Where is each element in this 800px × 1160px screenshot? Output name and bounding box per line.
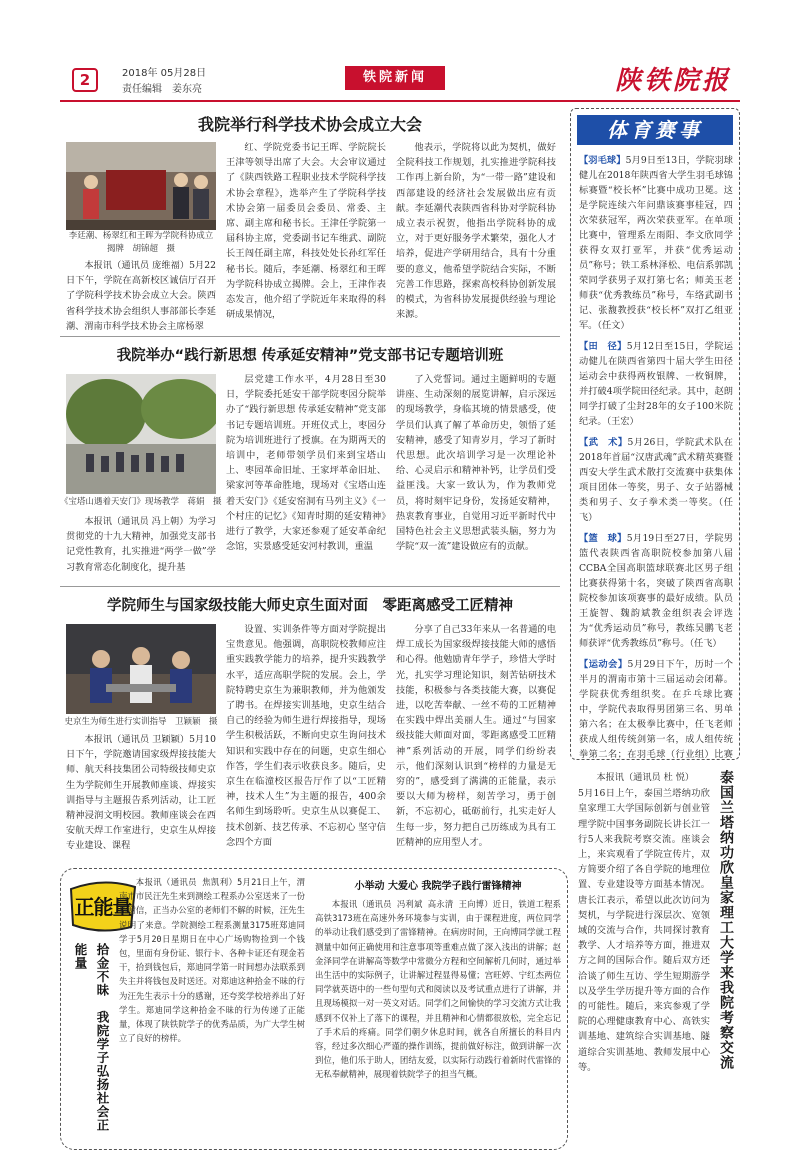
sports-text: 5月19日至27日，学院男篮代表陕西省高职院校参加第八届CCBA全国高职篮球联赛北区男子组比赛获得第十名，突破了陕西省高职院校参加该项赛事的最好成绩。队员王旋智、魏韵斌教金组织表会评选为“优秀运动员”称号，教练吴鹏飞老师获评“优秀教练员”称号。（任飞） xyxy=(579,533,733,649)
article2-col3: 了入党誓词。通过主题鲜明的专题讲座、生动深刻的展览讲解，启示深远的现场教学，身临其境的情景感受，使学员们认真了解了革命历史，领悟了延安精神，感受了知青岁月，学习了新时代思想。此次培训学习是一次理论补给、心灵启示和精神补钙，让学员们受益匪浅。大家一致认为，作为教师党员，将时刻牢记身份，发扬延安精神，热衷教育事业，自觉用习近平新时代中国特色社会主义思想武装头脑，努力为学院“双一流”建设做应有的贡献。 xyxy=(396,374,556,553)
article3-photo xyxy=(66,624,216,714)
article1-divider xyxy=(60,336,560,337)
sports-text: 5月9日至13日，学院羽球健儿在2018年陕西省大学生羽毛球锦标赛暨“校长杯”比赛中成功卫冕。这是学院连续六年问鼎该赛事桂冠，四次荣获冠军，两次荣获亚军。在单项比赛中，管理系左雨阳、李文欣同学获得女双打亚军，并获“优秀运动员”称号；铁工系林泽松、电信系郭凯荣同学获男子双打第七名；师美玉老师获“优秀教练员”称号，车络武副书记、张馥教授获“校长杯”双打乙组亚军。（任文） xyxy=(579,155,733,331)
logo-text: 正能量 xyxy=(74,895,132,919)
ceremony-photo-icon xyxy=(66,142,216,230)
bottom-left-column xyxy=(119,875,305,1045)
article3-column-3 xyxy=(396,622,556,851)
article1-caption: 李廷潮、杨翠红和王晖为学院科协成立揭牌 胡锦超 摄 xyxy=(68,231,214,254)
page-editors: 责任编辑 姜东亮 xyxy=(122,84,202,95)
article3-title: 学院师生与国家级技能大师史京生面对面 零距离感受工匠精神 xyxy=(107,598,513,614)
masthead xyxy=(60,60,740,100)
article2-title: 我院举办“践行新思想 传承延安精神”党支部书记专题培训班 xyxy=(116,348,504,364)
article2-photo xyxy=(66,374,216,494)
issue-date: 2018年 05月28日 xyxy=(122,68,207,79)
article4-title: 泰国兰塔纳功欣皇家理工大学来我院考察交流 xyxy=(718,770,734,1070)
article2-byline-text xyxy=(66,514,216,576)
field-teaching-photo-icon xyxy=(66,374,216,494)
article3-caption: 史京生为师生进行实训指导 卫颖颖 摄 xyxy=(64,717,218,727)
article2-column-3 xyxy=(396,372,556,555)
article1-byline-text xyxy=(66,258,216,335)
article1-photo xyxy=(66,142,216,230)
section-label: 铁院新闻 xyxy=(345,66,445,90)
sports-text: 5月26日，学院武术队在2018年首届“汉唐武魂”武术精英赛暨西安大学生武术散打交流赛中获集体项目团体一等奖，男子、女子站器械类和男子、女子拳术类一等奖。（任飞） xyxy=(579,437,733,523)
article2-column-2 xyxy=(226,372,386,555)
article3-byline-text xyxy=(66,732,216,855)
sports-tag: 【田 径】 xyxy=(579,341,627,352)
bottom-left-text: 本报讯（通讯员 焦凯利）5月21日上午，渭南市市民汪先生来到测绘工程系办公室送来了一份感谢信，正当办公室的老师们不解的时候，汪先生说明了来意。学院测绘工程系测量3175班郑迪同学于5月20日星期日在中心广场购物捡到一个钱包，里面有身份证、银行卡、各种卡证还有现金若干，拾到钱包后，郑迪同学第一时间想办法联系到失主并将钱包及时送还。对郑迪这种拾金不昧的行为汪先生表示十分的感谢，还夸奖学校培养出了好学生。郑迪同学这种拾金不昧的行为传递了正能量，体现了陕铁院学子的优秀品质，为广大学生树立了良好的榜样。 xyxy=(119,877,305,1044)
article4-text: 5月16日上午，泰国兰塔纳功欣皇家理工大学国际创新与创业管理学院中国事务副院长讲长江一行5人来我院考察交流。座谈会上，来宾观看了学院宣传片，双方简要介绍了各自学院的地理位置、专业建设等方面基本情况。唐长江表示，希望以此次访问为契机，与学院进行深层次、宽领域的交流与合作，共同探讨教育教学、人才培养等方面，推进双方之间的国际合作。随后双方还洽谈了师生互访、学生短期游学以及学生学历提升等方面的合作的可能性。随后，来宾参观了学院的心理健康教育中心、高铁实训基地、建筑综合实训基地、隧道综合实训基地、教师发展中心等。 xyxy=(578,788,710,1073)
sports-item-badminton xyxy=(579,153,733,333)
article2-divider xyxy=(60,586,560,587)
sports-tag: 【武 术】 xyxy=(579,437,628,448)
sports-item-basketball xyxy=(579,531,733,651)
sports-item-track xyxy=(579,339,733,429)
paper-name-logo: 陕铁院报 xyxy=(615,66,732,96)
article1-col2: 红、学院党委书记王晖、学院院长王津等领导出席了大会。大会审议通过了《陕西铁路工程职业技术学院科学技术协会章程》，选举产生了学院科学技术协会第一届委员会委员、常委、主席、副主席和秘书长。王津任学院第一届科协主席，党委副书记车维武、副院长王闯任副主席，科技处处长孙红军任秘书长。随后，李延潮、杨翠红和王晖为学院科协成立揭牌。会上，王津作表态发言，他介绍了学院近年来取得的科研成果情况， xyxy=(226,142,386,321)
sports-sidebar xyxy=(570,108,740,760)
bottom-right-column xyxy=(315,897,561,1082)
sports-header-text: 体育赛事 xyxy=(607,118,703,142)
article1-column-3 xyxy=(396,140,556,323)
article1-col3: 他表示，学院将以此为契机，做好全院科技工作规划，扎实推进学院科技工作再上新台阶，为“一带一路”建设和西部建设的经济社会发展做出应有贡献。李延潮代表陕西省科协对学院科协成立表示祝贺，他指出学院科协的成立，对于更好服务学术繁荣，强化人才培养，促进产学研用结合，具有十分重要的意义，他希望学院结合实际，不断完善工作思路，探索高校科协创新发展的模式，为省科协发展提供经验与理论来源。 xyxy=(396,142,556,321)
masthead-rule xyxy=(60,100,740,102)
sports-list xyxy=(579,153,733,760)
sports-item-martial-arts xyxy=(579,435,733,525)
article2-col2: 层党建工作水平，4月28日至30日，学院委托延安干部学院枣园分院举办了“践行新思想 传承延安精神”党支部书记专题培训班。开班仪式上，枣园分院为培训班进行了授旗。在为期两天的培训中，老师带领学员们来到宝塔山上、枣园革命旧址、王家坪革命旧址、梁家河等革命胜地，现场对《宝塔山连着天安门》《延安窑洞有马列主义》《一个村庄的记忆》《知青时期的延安精神》进行了教学，大家还参观了延安革命纪念馆，实景感受延安河村教训，重温 xyxy=(226,374,386,553)
article1-title: 我院举行科学技术协会成立大会 xyxy=(197,115,422,134)
page-number-badge xyxy=(72,68,98,92)
sports-tag: 【羽毛球】 xyxy=(579,155,626,166)
bottom-left-vertical-title: 拾金不昧 我院学子弘扬社会正能量 xyxy=(73,943,110,1132)
article1-byline: 本报讯（通讯员 庞维福）5月22日下午，学院在高新校区诚信厅召开了学院科学技术协会成立大会。陕西省科学技术协会组织人事部部长李延潮、渭南市科学技术协会主席杨翠 xyxy=(66,260,216,332)
article3-column-2 xyxy=(226,622,386,851)
bottom-right-title: 小举动 大爱心 我院学子践行雷锋精神 xyxy=(354,881,522,892)
article4-body xyxy=(578,770,710,1076)
page-number: 2 xyxy=(79,71,91,89)
welding-training-photo-icon xyxy=(66,624,216,714)
article2-caption: 《宝塔山遇着天安门》现场教学 蒋娟 摄 xyxy=(60,497,222,507)
sports-text: 5月29日下午，历时一个半月的渭南市第十三届运动会闭幕。学院获优秀组织奖。在乒乓球比赛中，学院代表取得男团第三名、男单第六名；在太极拳比赛中，任飞老师获成人组传统剑第一名，成人组传统拳第二名；在羽毛球（行业组）比赛 xyxy=(579,659,733,760)
article3-byline: 本报讯（通讯员 卫颖颖）5月10日下午，学院邀请国家级焊接技能大师、航天科技集团公司特级技师史京生为学院师生开展教师座谈、焊接实训指导与主题报告系列活动，让工匠精神浸润文明校园。教师座谈会在西安航天焊工作室进行，史京生从焊接专业建设、课程 xyxy=(66,734,216,852)
sports-header xyxy=(577,115,733,145)
positive-energy-box xyxy=(60,868,568,1150)
article3-col3: 分享了自己33年来从一名普通的电焊工成长为国家级焊接技能大师的感悟和心得。他勉励青年学子，珍惜大学时光，扎实学习理论知识，刻苦钻研技术技能，积极参与各类技能大赛，以赛促进，以吃苦奉献、一丝不苟的工匠精神在实践中焊出美丽人生。通过“与国家级技能大师面对面，零距离感受工匠精神”系列活动的开展，同学们纷纷表示，他们深刻认识到“榜样的力量是无穷的”，感受到了满满的正能量，表示要以大师为榜样，刻苦学习，勇于创新，不忘初心，砥砺前行，扎实走好人生每一步，努力把自己历练成为具有工匠精神的应用型人才。 xyxy=(396,624,556,848)
sports-tag: 【篮 球】 xyxy=(579,533,627,544)
bottom-right-text: 本报讯（通讯员 冯利斌 高永清 王向博）近日，铁道工程系高铁3173班在高速外务环境参与实训，由于课程进度，两位同学的举动让我们感受到了雷锋精神。在病房时间，王向博同学就工程测量中如何正确使用和注意事项等重难点做了深入浅出的讲解；赵金泽同学在讲解高等数学中常微分方程和空间解析几何时，通过举出生活中的实际例子，让讲解过程显得易懂；宫旺婷、宁红杰两位同学就英语中的一些句型句式和阅读以及考试重点进行了讲解，并且现场模拟一对一英文对话。同学们之间愉快的学习交流方式让我感到不仅补上了落下的课程，并且精神和心情都很放松，完全忘记了手术后的疼痛。同学们朝夕休息时间，就各自所擅长的科目内容，经过多次细心严谨的操作训练，提前做好标注，做到讲解一次到位，他们乐于助人，团结友爱，以实际行动践行着新时代雷锋的无私奉献精神，展现着铁院学子的担当气概。 xyxy=(315,899,561,1080)
article4-byline: 本报讯（通讯员 杜 悦） xyxy=(596,772,695,783)
article1-column-2 xyxy=(226,140,386,323)
sports-item-games xyxy=(579,657,733,760)
article3-col2: 设置、实训条件等方面对学院提出宝贵意见。他强调，高职院校教师应注重实践教学能力的培养，提升实践教学水平，适应高职学院的发展。会上，学院特聘史京生为兼职教师，并为他颁发了聘书。在焊接实训基地，史京生结合自己的经验为师生进行焊接指导，现场学生积极活跃，不断向史京生询问技术知识和实践中存在的问题，史京生细心作答，学生们表示收获良多。随后，史京生在临潼校区报告厅作了以“工匠精神，技术人生”为主题的报告，400余名师生到场聆听。史京生从以赛促工、技术创新、技艺传承、不忘初心 坚守信念四个方面 xyxy=(226,624,386,848)
article2-byline: 本报讯（通讯员 冯上朝）为学习贯彻党的十九大精神，加强党支部书记党性教育，扎实推进“两学一做”学习教育常态化制度化，提升基 xyxy=(66,516,216,573)
sports-tag: 【运动会】 xyxy=(579,659,628,670)
sports-text: 5月12日至15日，学院运动健儿在陕西省第四十届大学生田径运动会中获得两枚银牌、一枚铜牌，并打破4项学院田径纪录。其中，赵朗同学打破了尘封28年的女子100米院纪录。（王宏） xyxy=(579,341,733,427)
